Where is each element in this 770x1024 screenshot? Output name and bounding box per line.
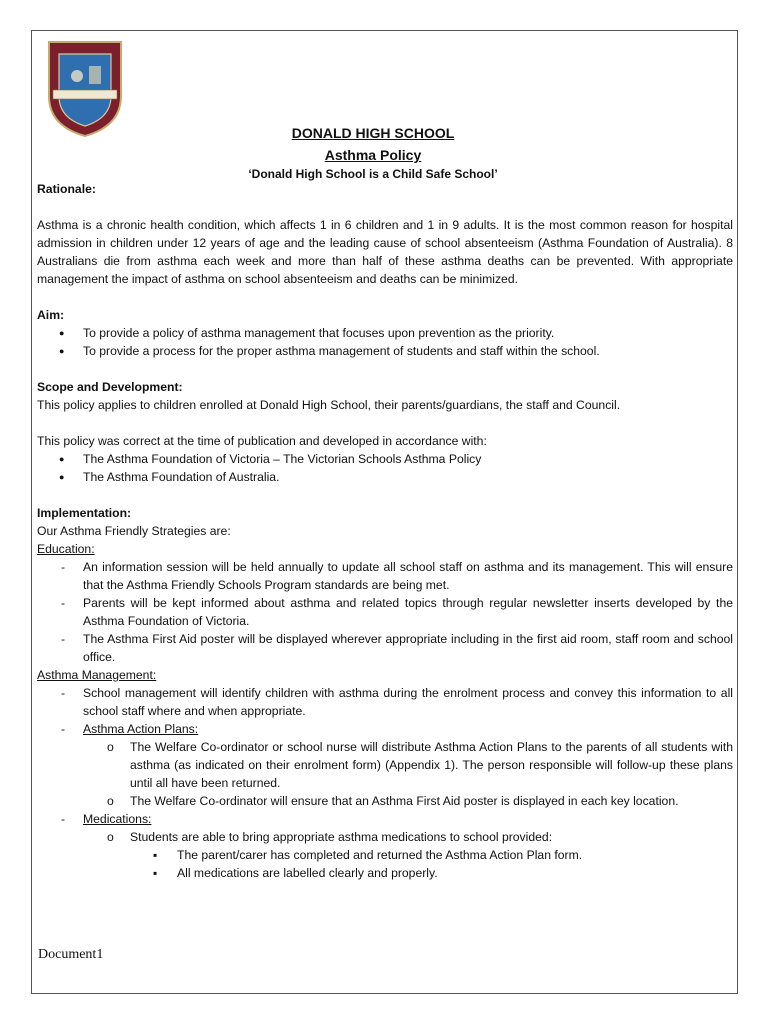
action-plan-item: o The Welfare Co-ordinator or school nurse will distribute Asthma Action Plans to the parents of all students with asthma (as indicated on their enrolment form) (Appendix 1). The person responsible will follow-up these plans until all have been returned. bbox=[37, 738, 733, 792]
education-list bbox=[37, 558, 733, 666]
action-plan-item: o The Welfare Co-ordinator will ensure that an Asthma First Aid poster is displayed in each key location. bbox=[37, 792, 733, 810]
policy-name-heading: Asthma Policy bbox=[324, 147, 422, 163]
management-item bbox=[37, 810, 733, 828]
asthma-management-heading: Asthma Management: bbox=[37, 668, 157, 682]
management-item: - School management will identify children with asthma during the enrolment process and convey this information to all school staff where and when appropriate. bbox=[37, 684, 733, 720]
medications-heading: Medications: bbox=[83, 812, 152, 826]
medication-condition: ▪ The parent/carer has completed and returned the Asthma Action Plan form. bbox=[37, 846, 733, 864]
aim-heading: Aim: bbox=[37, 308, 65, 322]
medications-item: o Students are able to bring appropriate asthma medications to school provided: bbox=[37, 828, 733, 846]
aim-item: ● To provide a policy of asthma management that focuses upon prevention as the priority. bbox=[37, 324, 733, 342]
aim-item: ● To provide a process for the proper asthma management of students and staff within the school. bbox=[37, 342, 733, 360]
school-name-heading: DONALD HIGH SCHOOL bbox=[291, 125, 455, 141]
education-item: - An information session will be held annually to update all school staff on asthma and its management. This will ensure that the Asthma Friendly Schools Program standards are being met. bbox=[37, 558, 733, 594]
scope-item: ● The Asthma Foundation of Victoria – The Victorian Schools Asthma Policy bbox=[37, 450, 733, 468]
scope-text: This policy applies to children enrolled at Donald High School, their parents/guardians, the staff and Council. bbox=[37, 398, 621, 412]
policy-body bbox=[37, 180, 733, 882]
implementation-intro: Our Asthma Friendly Strategies are: bbox=[37, 524, 231, 538]
aim-list bbox=[37, 324, 733, 360]
child-safe-tagline: ‘Donald High School is a Child Safe School’ bbox=[248, 167, 498, 181]
scope-intro: This policy was correct at the time of publication and developed in accordance with: bbox=[37, 434, 487, 448]
management-item bbox=[37, 720, 733, 738]
education-item: - Parents will be kept informed about asthma and related topics through regular newsletter inserts developed by the Asthma Foundation of Victoria. bbox=[37, 594, 733, 630]
rationale-text: Asthma is a chronic health condition, which affects 1 in 6 children and 1 in 9 adults. It is the most common reason for hospital admission in children under 12 years of age and the leading cause of school absenteeism (Asthma Foundation of Australia). 8 Australians die from asthma each week and more than half of these asthma deaths can be prevented. With appropriate management the impact of asthma on school absenteeism and deaths can be minimized. bbox=[37, 218, 733, 286]
school-crest-logo bbox=[45, 38, 125, 138]
action-plans-heading: Asthma Action Plans: bbox=[83, 722, 199, 736]
scope-list bbox=[37, 450, 733, 486]
document-footer-name: Document1 bbox=[38, 947, 104, 962]
implementation-heading: Implementation: bbox=[37, 506, 132, 520]
scope-item: ● The Asthma Foundation of Australia. bbox=[37, 468, 733, 486]
education-item: - The Asthma First Aid poster will be displayed wherever appropriate including in the first aid room, staff room and school office. bbox=[37, 630, 733, 666]
management-list bbox=[37, 684, 733, 882]
rationale-heading: Rationale: bbox=[37, 182, 96, 196]
education-heading: Education: bbox=[37, 542, 95, 556]
medication-condition: ▪ All medications are labelled clearly and properly. bbox=[37, 864, 733, 882]
scope-heading: Scope and Development: bbox=[37, 380, 183, 394]
